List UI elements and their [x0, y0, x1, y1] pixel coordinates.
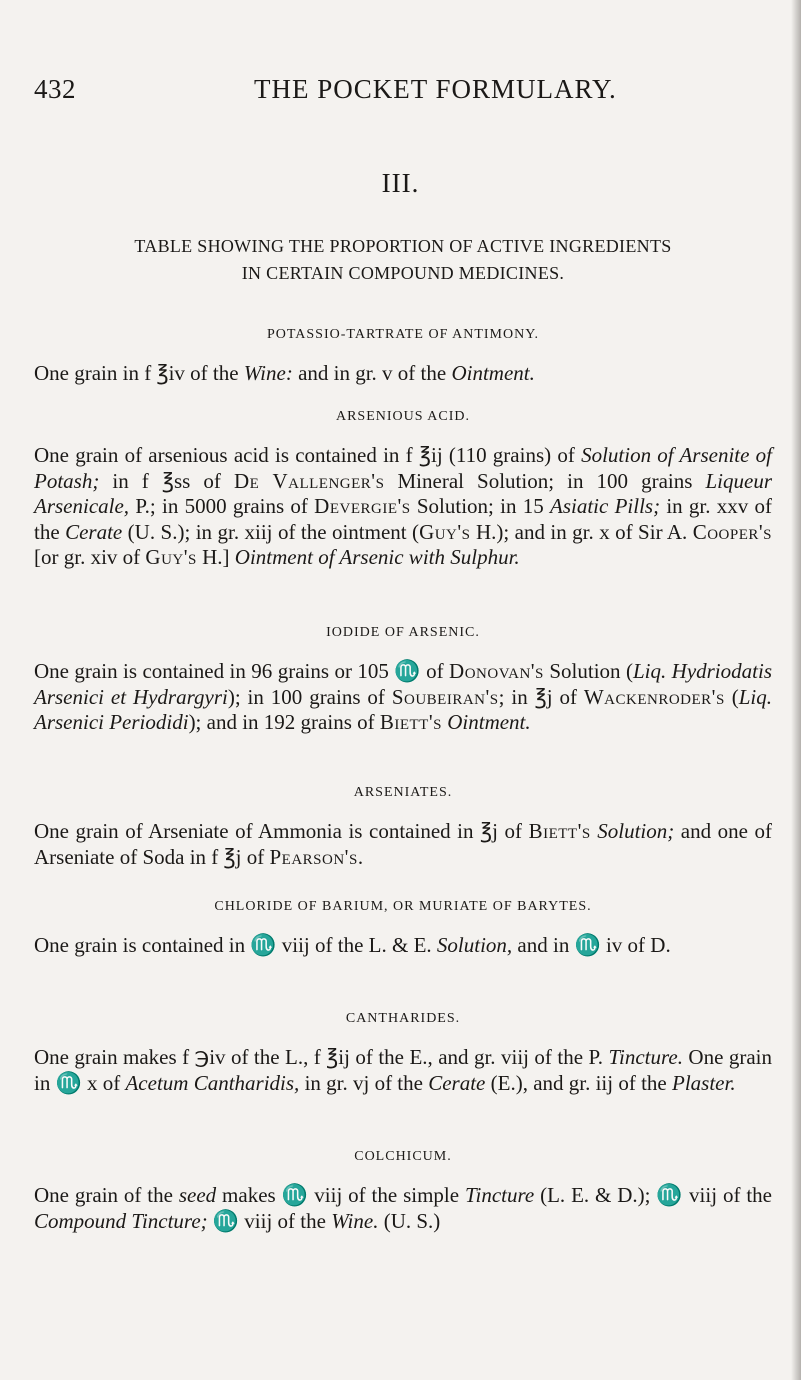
- italic-text: Ointment.: [451, 361, 535, 385]
- text: and in ♏ iv of D.: [512, 933, 671, 957]
- italic-text: Liq. Arsenici Periodidi: [34, 684, 772, 734]
- page-edge-shadow: [791, 0, 801, 1380]
- paragraph-colchicum: [34, 1183, 772, 1234]
- text: Mineral Solution; in 100 grains: [384, 468, 706, 493]
- small-caps-name: Guy's: [419, 519, 471, 544]
- small-caps-name: Biett's: [528, 819, 591, 843]
- heading-arsenious-acid: ARSENIOUS ACID.: [335, 409, 470, 424]
- heading-iodide-of-arsenic: IODIDE OF ARSENIC.: [326, 625, 480, 640]
- text: and one of Arseniate of Soda in f ℥j of: [34, 819, 773, 869]
- italic-text: Liq. Hydriodatis Arsenici et Hydrargyri: [34, 659, 772, 709]
- small-caps-name: Pearson's.: [269, 844, 364, 869]
- italic-text: Cerate: [65, 519, 123, 544]
- text: (U. S.); in gr. xiij of the ointment (: [122, 519, 420, 544]
- text: (U. S.): [378, 1208, 441, 1233]
- text: One grain is contained in 96 grains or 105 ♏ of: [34, 659, 450, 683]
- heading-potassio-tartrate: POTASSIO-TARTRATE OF ANTIMONY.: [266, 327, 540, 342]
- text: P.; in 5000 grains of: [129, 494, 315, 518]
- italic-text: Tincture: [464, 1183, 535, 1207]
- paragraph-arseniates: [34, 819, 772, 870]
- text: in gr. vj of the: [299, 1070, 429, 1095]
- small-caps-name: Donovan's: [449, 659, 544, 683]
- text: H.); and in gr. x of Sir A.: [470, 519, 693, 544]
- text: (L. E. & D.); ♏ viij of the: [534, 1183, 772, 1207]
- running-header: [34, 74, 772, 114]
- small-caps-name: De Vallenger's: [233, 468, 385, 493]
- italic-text: Liqueur Arsenicale,: [34, 468, 772, 518]
- text: One grain makes f ℈iv of the L., f ℥ij of the E., and gr. viij of the P.: [34, 1045, 609, 1069]
- italic-text: Ointment of Arsenic with Sulphur.: [234, 545, 520, 569]
- table-title: [34, 233, 772, 287]
- table-title-line-2: IN CERTAIN COMPOUND MEDICINES.: [241, 263, 565, 283]
- text: H.]: [196, 545, 235, 569]
- table-title-line-1: TABLE SHOWING THE PROPORTION OF ACTIVE INGREDIENTS: [134, 236, 672, 256]
- italic-text: Cerate: [428, 1070, 486, 1095]
- paragraph-cantharides: [34, 1045, 772, 1096]
- italic-text: Plaster.: [672, 1070, 736, 1095]
- text: Solution; in 15: [410, 494, 550, 518]
- italic-text: Asiatic Pills;: [550, 494, 661, 518]
- page-number: 432: [34, 74, 76, 104]
- italic-text: seed: [178, 1183, 217, 1207]
- small-caps-name: Cooper's: [692, 519, 772, 544]
- text: ); in 100 grains of: [227, 684, 392, 709]
- text: One grain in f ℥iv of the: [34, 361, 244, 385]
- italic-text: Solution;: [597, 819, 675, 843]
- small-caps-name: Wackenroder's: [583, 684, 725, 709]
- text: One grain in ♏ x of: [34, 1045, 772, 1095]
- text: ); and in 192 grains of: [188, 710, 380, 734]
- text: Solution (: [543, 659, 633, 683]
- paragraph-potassio-tartrate: [34, 361, 772, 387]
- small-caps-name: Biett's: [379, 710, 442, 734]
- text: One grain of arsenious acid is contained in f ℥ij (110 grains) of: [34, 443, 582, 467]
- small-caps-name: Soubeiran's: [391, 684, 499, 709]
- italic-text: Solution,: [436, 933, 513, 957]
- heading-cantharides: CANTHARIDES.: [345, 1011, 461, 1026]
- heading-arseniates: ARSENIATES.: [353, 785, 453, 800]
- italic-text: Compound Tincture;: [34, 1208, 208, 1233]
- text: makes ♏ viij of the simple: [216, 1183, 465, 1207]
- text: [or gr. xiv of: [34, 545, 146, 569]
- running-title: THE POCKET FORMULARY.: [254, 74, 617, 104]
- italic-text: Ointment.: [447, 710, 531, 734]
- text: One grain of the: [34, 1183, 179, 1207]
- text: One grain is contained in ♏ viij of the L. & E.: [34, 933, 437, 957]
- italic-text: Wine.: [331, 1208, 379, 1233]
- section-numeral: III.: [381, 168, 420, 198]
- text: ; in ℥j of: [498, 684, 584, 709]
- text: in gr. xxv of the: [34, 494, 772, 544]
- text: (E.), and gr. iij of the: [485, 1070, 672, 1095]
- small-caps-name: Guy's: [145, 545, 197, 569]
- italic-text: Wine:: [243, 361, 293, 385]
- heading-colchicum: COLCHICUM.: [354, 1149, 452, 1164]
- small-caps-name: Devergie's: [314, 494, 411, 518]
- text: (: [724, 684, 739, 709]
- text: ♏ viij of the: [207, 1208, 332, 1233]
- italic-text: Acetum Cantharidis,: [125, 1070, 300, 1095]
- text: in f ℥ss of: [99, 468, 234, 493]
- heading-chloride-of-barium: CHLORIDE OF BARIUM, OR MURIATE OF BARYTES.: [214, 899, 592, 914]
- italic-text: Tincture.: [608, 1045, 683, 1069]
- italic-text: Solution of Arsenite of Potash;: [34, 443, 772, 493]
- paragraph-arsenious-acid: [34, 443, 772, 571]
- paragraph-iodide-of-arsenic: [34, 659, 772, 736]
- paragraph-chloride-of-barium: [34, 933, 772, 959]
- text: and in gr. v of the: [292, 361, 452, 385]
- text: One grain of Arseniate of Ammonia is contained in ℥j of: [34, 819, 529, 843]
